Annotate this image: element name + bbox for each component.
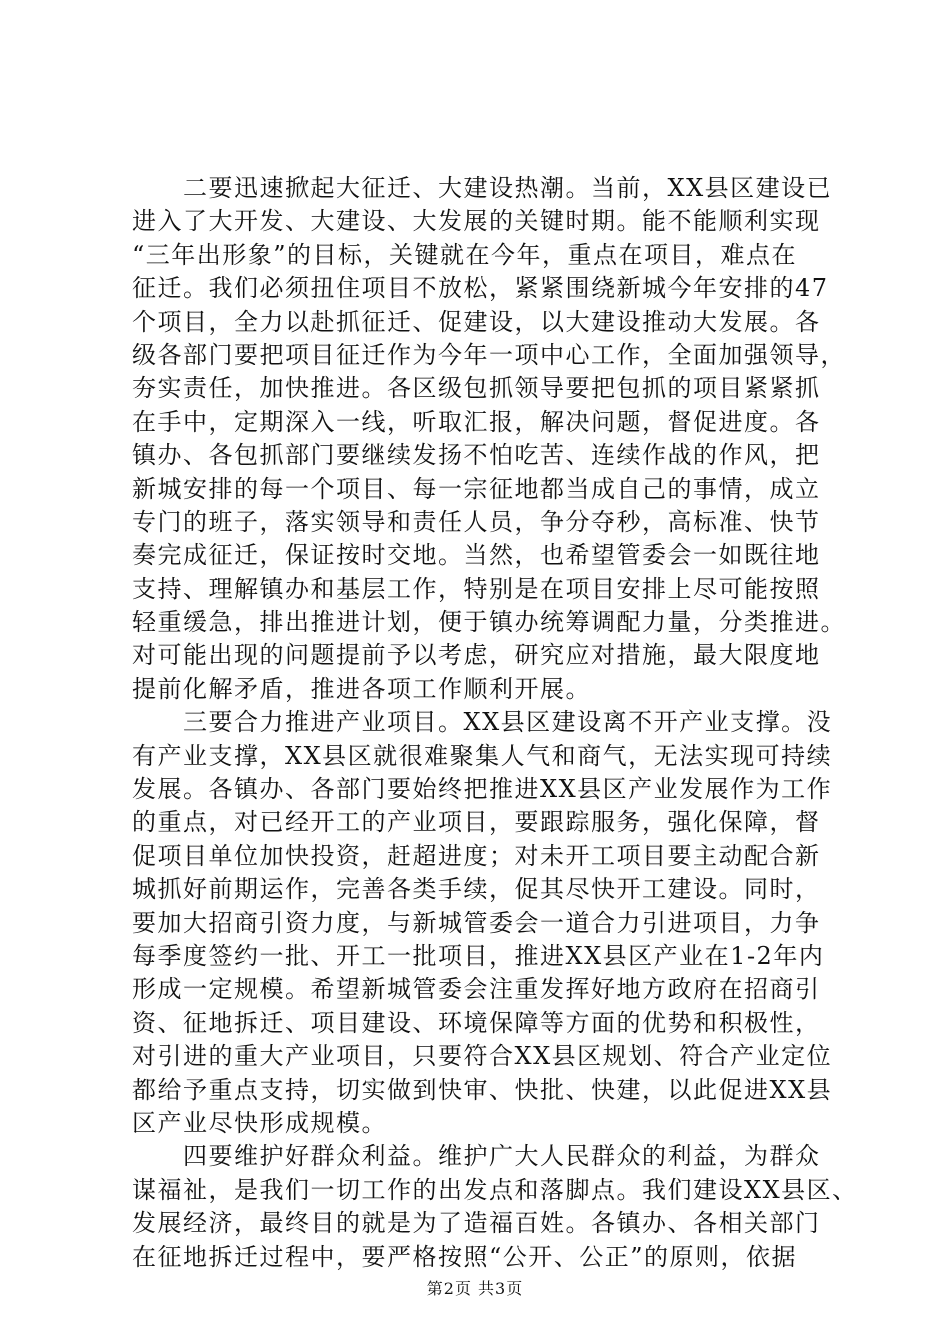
text-line: 形成一定规模。希望新城管委会注重发挥好地方政府在招商引 — [132, 975, 821, 1004]
text-line: 有产业支撑，XX县区就很难聚集人气和商气，无法实现可持续 — [132, 741, 833, 770]
page-footer: 第2页 共3页 — [426, 1279, 524, 1298]
text-line: 夯实责任，加快推进。各区级包抓领导要把包抓的项目紧紧抓 — [132, 374, 821, 403]
text-line: 发展。各镇办、各部门要始终把推进XX县区产业发展作为工作 — [132, 775, 833, 804]
text-line: 二要迅速掀起大征迁、大建设热潮。当前，XX县区建设已 — [132, 174, 833, 202]
document-body — [132, 172, 858, 1274]
text-line: 对可能出现的问题提前予以考虑，研究应对措施，最大限度地 — [132, 641, 821, 670]
text-line: 四要维护好群众利益。维护广大人民群众的利益，为群众 — [132, 1142, 821, 1171]
text-line: 资、征地拆迁、项目建设、环境保障等方面的优势和积极性， — [132, 1008, 821, 1037]
text-line: 征迁。我们必须扭住项目不放松，紧紧围绕新城今年安排的47 — [132, 274, 829, 303]
text-line: 提前化解矛盾，推进各项工作顺利开展。 — [132, 674, 591, 703]
text-line: 城抓好前期运作，完善各类手续，促其尽快开工建设。同时， — [132, 875, 821, 904]
text-line: 对引进的重大产业项目，只要符合XX县区规划、符合产业定位 — [132, 1042, 833, 1071]
text-line: 个项目，全力以赴抓征迁、促建设，以大建设推动大发展。各 — [132, 307, 821, 336]
text-line: 镇办、各包抓部门要继续发扬不怕吃苦、连续作战的作风，把 — [132, 441, 821, 470]
text-line: 都给予重点支持，切实做到快审、快批、快建，以此促进XX县 — [132, 1075, 833, 1104]
text-line: 级各部门要把项目征迁作为今年一项中心工作，全面加强领导， — [132, 340, 846, 369]
text-line: 专门的班子，落实领导和责任人员，争分夺秒，高标准、快节 — [132, 507, 821, 536]
text-line: 促项目单位加快投资，赶超进度；对未开工项目要主动配合新 — [132, 841, 821, 870]
text-line: 在征地拆迁过程中，要严格按照“公开、公正”的原则，依据 — [132, 1242, 798, 1271]
text-line: 新城安排的每一个项目、每一宗征地都当成自己的事情，成立 — [132, 474, 821, 503]
text-line: 要加大招商引资力度，与新城管委会一道合力引进项目，力争 — [132, 908, 821, 937]
text-line: 三要合力推进产业项目。XX县区建设离不开产业支撑。没 — [132, 708, 833, 737]
text-line: 每季度签约一批、开工一批项目，推进XX县区产业在1-2年内 — [132, 941, 825, 970]
text-line: 轻重缓急，排出推进计划，便于镇办统筹调配力量，分类推进。 — [132, 608, 846, 637]
text-line: 在手中，定期深入一线，听取汇报，解决问题，督促进度。各 — [132, 407, 821, 436]
text-line: 区产业尽快形成规模。 — [132, 1108, 387, 1137]
text-line: 谋福祉，是我们一切工作的出发点和落脚点。我们建设XX县区、 — [132, 1175, 858, 1204]
text-line: 奏完成征迁，保证按时交地。当然，也希望管委会一如既往地 — [132, 541, 821, 570]
text-line: 支持、理解镇办和基层工作，特别是在项目安排上尽可能按照 — [132, 574, 821, 603]
text-line: 发展经济，最终目的就是为了造福百姓。各镇办、各相关部门 — [132, 1209, 821, 1238]
text-line: “三年出形象”的目标，关键就在今年，重点在项目，难点在 — [132, 240, 798, 269]
text-line: 进入了大开发、大建设、大发展的关键时期。能不能顺利实现 — [132, 207, 821, 236]
text-line: 的重点，对已经开工的产业项目，要跟踪服务，强化保障，督 — [132, 808, 821, 837]
